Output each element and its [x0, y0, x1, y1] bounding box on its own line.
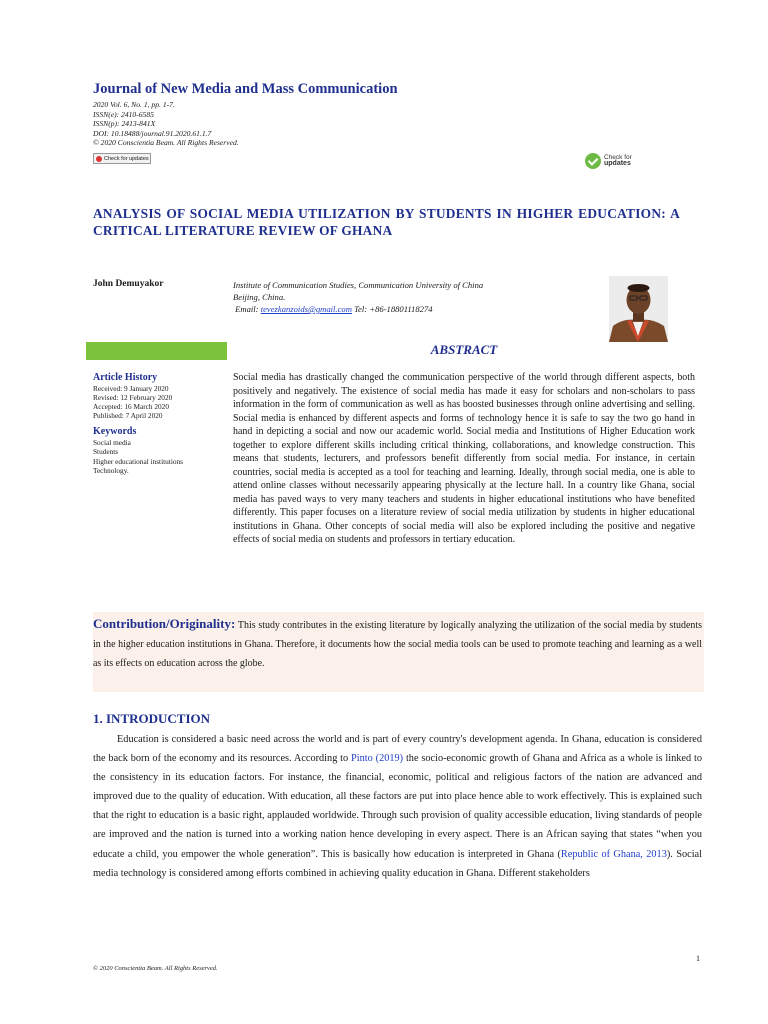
introduction-paragraph — [93, 730, 702, 883]
history-received: Received: 9 January 2020 — [93, 384, 169, 393]
history-accepted: Accepted: 16 March 2020 — [93, 402, 169, 412]
article-history-heading: Article History — [93, 372, 158, 383]
contribution-text — [93, 614, 702, 673]
sidebar-accent-bar — [86, 342, 227, 360]
check-updates-button[interactable] — [585, 153, 632, 169]
paper-title: ANALYSIS OF SOCIAL MEDIA UTILIZATION BY STUDENTS IN HIGHER EDUCATION: A CRITICAL LITERATURE REVIEW OF GHANA — [93, 206, 680, 238]
author-portrait-image — [609, 276, 668, 342]
check-updates-label — [604, 155, 632, 168]
author-name: John Demuyakor — [93, 279, 164, 289]
history-revised: Revised: 12 February 2020 — [93, 393, 173, 403]
intro-text-part: Education is considered a basic need across the world and is part of every country's development agenda. In Ghana, education is considered the back born of the economy and its resources. According to — [93, 734, 702, 765]
footer-copyright: © 2020 Conscientia Beam. All Rights Reserved. — [93, 965, 218, 972]
keyword-item: Students — [93, 447, 119, 457]
author-photo — [609, 276, 668, 342]
contribution-label: Contribution/Originality: — [93, 616, 236, 631]
meta-doi[interactable]: DOI: 10.18488/journal.91.2020.61.1.7 — [93, 128, 212, 138]
check-updates-line2: updates — [604, 160, 631, 167]
citation-link[interactable]: Republic of Ghana, 2013 — [560, 848, 667, 860]
keyword-item: Social media — [93, 438, 131, 448]
contribution-body: This study contributes in the existing literature by logically analyzing the utilization of the social media by students in the higher education institutions in Ghana. Therefore, it documents how the social media tools can be used to promote teaching and learning as a well as its effects on education across the globe. — [93, 620, 702, 669]
keywords-heading: Keywords — [93, 426, 137, 438]
email-label: Email: — [235, 304, 259, 314]
abstract-heading: ABSTRACT — [430, 342, 498, 357]
journal-title: Journal of New Media and Mass Communication — [93, 81, 398, 97]
crossmark-icon — [96, 156, 102, 162]
author-tel: Tel: +86-18801118274 — [354, 304, 433, 314]
intro-text-part: ). Social media technology is considered among efforts combined in achieving quality education in Ghana. Different stakeholders — [93, 848, 702, 879]
intro-text-part: the socio-economic growth of Ghana and Africa as a whole is linked to the consistency in its education factors. For instance, the financial, economic, political and religious factors of the nation are advanced and improved due to the quality of education. With education, all these factors are put into place hence able to work effectively. This is explained such that the right to education is a basic right, applauded worldwide. Through such provision of quality accessible education, living standards of people are improved and the nation is turned into a working nation hence developing in every aspect. There is an African saying that states “when you educate a child, you empower the whole generation”. This is basically how education is interpreted in Ghana ( — [93, 753, 702, 860]
keyword-item: Higher educational institutions — [93, 456, 183, 466]
author-email-link[interactable]: tevezkanzoids@gmail.com — [260, 304, 352, 314]
author-contact — [233, 303, 569, 315]
check-updates-small-label: Check for updates — [104, 155, 149, 162]
check-updates-small-button[interactable] — [93, 153, 151, 164]
citation-link[interactable]: Pinto (2019) — [351, 753, 404, 765]
meta-issn-p: ISSN(p): 2413-841X — [93, 119, 156, 129]
history-published: Published: 7 April 2020 — [93, 411, 163, 421]
publication-meta — [93, 100, 239, 148]
introduction-heading: 1. INTRODUCTION — [93, 711, 211, 726]
checkmark-icon — [585, 153, 601, 169]
meta-issn-e: ISSN(e): 2410-6585 — [93, 109, 154, 119]
article-sidebar — [93, 372, 228, 475]
meta-volume: 2020 Vol. 6, No. 1, pp. 1-7. — [93, 100, 175, 109]
author-affiliation — [233, 279, 569, 315]
page-number: 1 — [696, 954, 700, 963]
abstract-text: Social media has drastically changed the communication perspective of the world through different aspects, both positively and negatively. The existence of social media has made it easy for scholars and non-scholars to pass information in the form of communication as well as has boosted businesses through online advertising and selling. Social media is enhanced by different aspects and forms of technology hence it is safe to say the two go hand in hand in depicting a social and now our academic world. Social media and Institutions of Higher Education work together to explore different skills including critical thinking, collaborations, and knowledge construction. This means that students, lecturers, and professors benefit differently from social media. For instance, in certain countries, social media is accepted as a tool for teaching and learning. Ideally, through social media, one is able to attend online classes without necessarily appearing physically at the lecture hall. In a country like Ghana, social media has paved ways to very many teachers and students in higher educational institutions who have benefited differently. This paper focuses on a literature review of social media utilization by students in higher educational institutions in Ghana. Other concepts of social media will also be explored including the positive and negative effects of social media on students and professors in tertiary education. — [233, 372, 695, 545]
meta-copyright: © 2020 Conscientia Beam. All Rights Reserved. — [93, 138, 239, 148]
keyword-item: Technology. — [93, 465, 129, 475]
affiliation-line2: Beijing, China. — [233, 292, 286, 302]
check-updates-line1: Check for — [604, 153, 632, 161]
affiliation-line1: Institute of Communication Studies, Communication University of China — [233, 280, 484, 290]
